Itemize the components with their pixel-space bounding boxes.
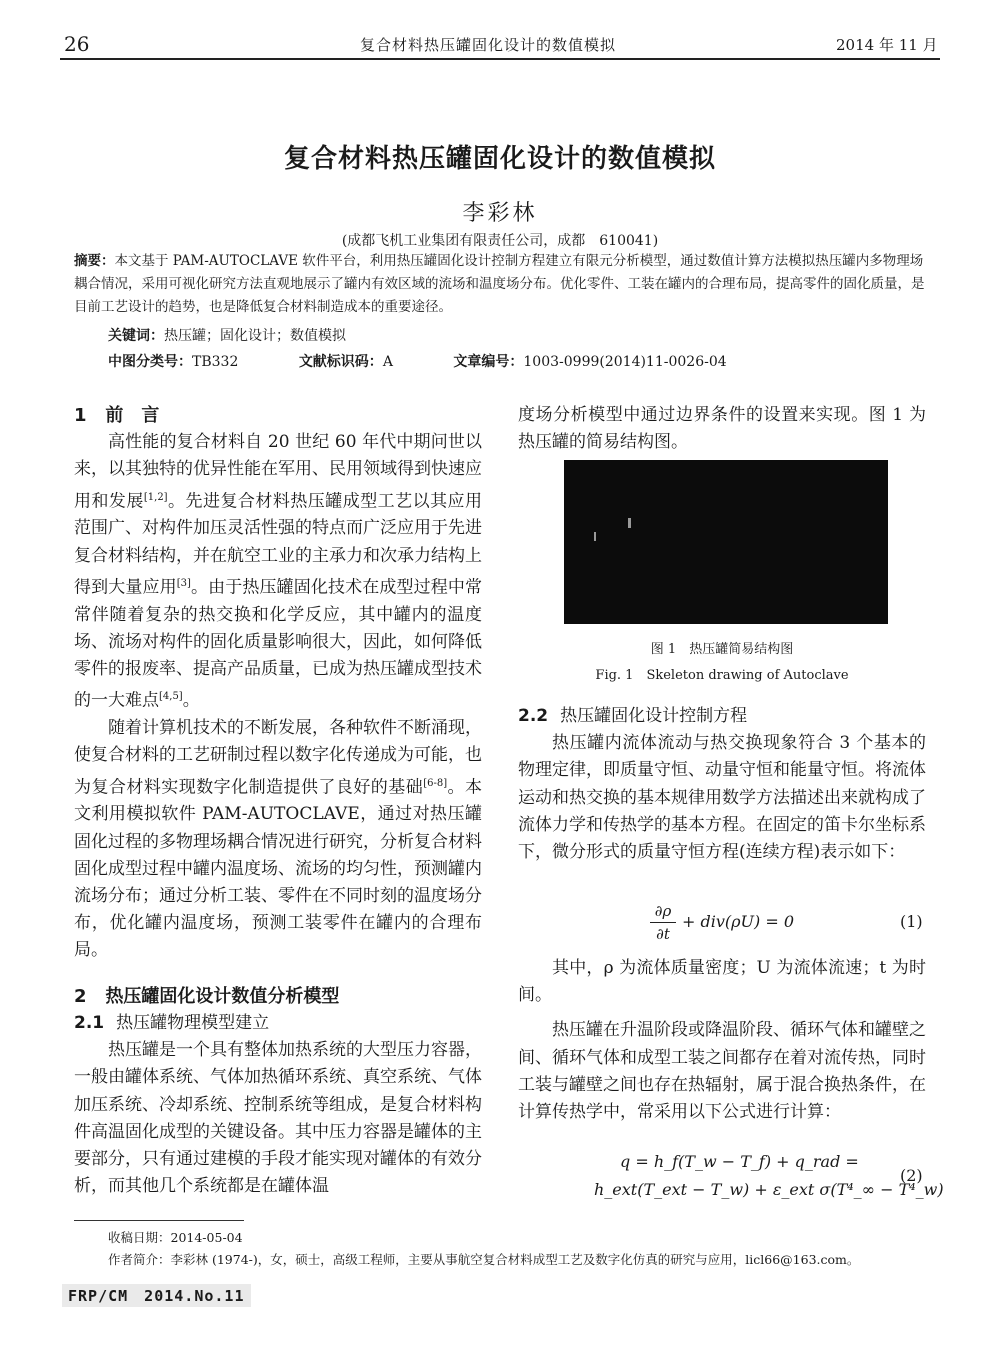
eq1-denominator: ∂t: [656, 925, 670, 943]
right-column-after-eq1: [518, 955, 926, 1126]
article-no-label: 文章编号：: [453, 354, 524, 370]
figure-mark: [628, 518, 631, 528]
doc-code-label: 文献标识码：: [298, 354, 383, 370]
doc-code-value: A: [382, 354, 393, 370]
figure-caption-cn: 图 1 热压罐简易结构图: [650, 642, 794, 657]
issue-date: 2014 年 11 月: [836, 36, 938, 54]
section-1-number: 1: [74, 405, 87, 426]
keywords: [108, 325, 346, 345]
equation-1-number: (1): [900, 912, 923, 931]
section-2-2-heading: [518, 703, 926, 730]
keywords-label: 关键词：: [108, 328, 164, 344]
citation: [6-8]: [423, 777, 448, 789]
affiliation: (成都飞机工业集团有限责任公司，成都 610041): [341, 233, 659, 249]
citation: [4,5]: [159, 691, 183, 703]
clc-value: TB332: [192, 354, 239, 370]
footnote-rule: [74, 1220, 244, 1221]
figure-caption-en: Fig. 1 Skeleton drawing of Autoclave: [595, 668, 849, 683]
left-column: [74, 402, 482, 1200]
abstract-text: 本文基于 PAM-AUTOCLAVE 软件平台，利用热压罐固化设计控制方程建立有限元分析模型，通过数值计算方法模拟热压罐内多物理场耦合情况，采用可视化研究方法直观地展示了罐内有效区域的流场和温度场分布。优化零件、工装在罐内的合理布局，提高零件的固化质量，是目前工艺设计的趋势，也是降低复合材料制造成本的重要途径。: [74, 253, 925, 315]
section-1-paragraph-1: [74, 429, 482, 715]
page-number: 26: [64, 32, 90, 56]
s1-p1-text-b: 。先进复合材料热压罐成型工艺以其应用范围广、对构件加压灵活性强的特点而广泛应用于先进复合材料结构，并在航空工业的主承力和次承力结构上得到大量应用: [74, 491, 483, 598]
section-2-1-continued: 度场分析模型中通过边界条件的设置来实现。图 1 为热压罐的简易结构图。: [518, 405, 926, 453]
equation-2-line-1: q = h_f(T_w − T_f) + q_rad =: [620, 1152, 859, 1171]
section-1-title: 前 言: [105, 405, 160, 426]
section-2-2-number: 2.2: [518, 706, 549, 726]
right-column-top: [518, 402, 926, 456]
s1-p2-text-a: 随着计算机技术的不断发展，各种软件不断涌现，使复合材料的工艺研制过程以数字化传递成为可能，也为复合材料实现数字化制造提供了良好的基础: [74, 718, 482, 798]
eq1-numerator: ∂ρ: [654, 902, 672, 920]
section-2-title: 热压罐固化设计数值分析模型: [105, 985, 340, 1007]
autoclave-figure: [564, 460, 888, 624]
keywords-text: 热压罐；固化设计；数值模拟: [164, 328, 346, 344]
running-title: 复合材料热压罐固化设计的数值模拟: [360, 36, 617, 54]
section-2-1-title: 热压罐物理模型建立: [116, 1012, 270, 1033]
section-2-2-paragraph-2: 其中，ρ 为流体质量密度；U 为流体流速；t 为时间。: [518, 958, 926, 1006]
paper-title: 复合材料热压罐固化设计的数值模拟: [283, 144, 716, 174]
author: 李彩林: [462, 201, 538, 226]
section-2-2-title: 热压罐固化设计控制方程: [560, 706, 748, 726]
section-2-2-paragraph-1: 热压罐内流体流动与热交换现象符合 3 个基本的物理定律，即质量守恒、动量守恒和能量守恒。将流体运动和热交换的基本规律用数学方法描述出来就构成了流体力学和传热学的基本方程。在固定的笛卡尔坐标系下，微分形式的质量守恒方程(连续方程)表示如下：: [518, 733, 926, 863]
figure-mark: [594, 532, 596, 541]
section-2-1-heading: [74, 1010, 482, 1037]
citation: [3]: [176, 577, 191, 589]
section-2-heading: [74, 983, 482, 1010]
journal-tag: FRP/CM 2014.No.11: [62, 1284, 251, 1307]
section-1-paragraph-2: [74, 715, 482, 964]
received-date: 收稿日期：2014-05-04: [108, 1230, 243, 1245]
citation: [1,2]: [143, 491, 168, 503]
article-no-value: 1003-0999(2014)11-0026-04: [523, 354, 727, 370]
equation-1-fraction: [650, 902, 676, 943]
section-2-1-paragraph: 热压罐是一个具有整体加热系统的大型压力容器，一般由罐体系统、气体加热循环系统、真空系统、气体加压系统、冷却系统、控制系统等组成，是复合材料构件高温固化成型的关键设备。其中压力容器是罐体的主要部分，只有通过建模的手段才能实现对罐体的有效分析，而其他几个系统都是在罐体温: [74, 1040, 482, 1197]
s1-p1-text-c: 。由于热压罐固化技术在成型过程中常常伴随着复杂的热交换和化学反应，其中罐内的温度场、流场对构件的固化质量影响很大，因此，如何降低零件的报废率、提高产品质量，已成为热压罐成型技术的一大难点: [74, 577, 483, 711]
right-column-bottom: [518, 703, 926, 866]
equation-2-line-2: h_ext(T_ext − T_w) + ε_ext σ(T⁴_∞ − T⁴_w): [594, 1180, 944, 1199]
clc-label: 中图分类号：: [108, 354, 192, 370]
s1-p1-text-a: 高性能的复合材料自 20 世纪 60 年代中期问世以来，以其独特的优异性能在军用、民用领域得到快速应用和发展: [74, 432, 482, 512]
abstract: [74, 250, 934, 319]
s1-p1-text-d: 。: [182, 691, 200, 711]
section-2-1-number: 2.1: [74, 1012, 105, 1033]
abstract-label: 摘要：: [74, 253, 115, 269]
equation-2-number: (2): [900, 1166, 923, 1185]
header-rule: [60, 58, 940, 60]
section-2-number: 2: [74, 985, 87, 1007]
section-1-heading: [74, 402, 482, 429]
author-bio: 作者简介：李彩林 (1974-)，女，硕士，高级工程师，主要从事航空复合材料成型工艺及数字化仿真的研究与应用，licl66@163.com。: [108, 1252, 860, 1267]
section-2-2-paragraph-3: 热压罐在升温阶段或降温阶段、循环气体和罐壁之间、循环气体和成型工装之间都存在着对流传热，同时工装与罐壁之间也存在热辐射，属于混合换热条件，在计算传热学中，常采用以下公式进行计算：: [518, 1020, 926, 1123]
equation-1: + div(ρU) = 0: [682, 912, 795, 931]
classification-meta: [108, 351, 808, 371]
s1-p2-text-b: 。本文利用模拟软件 PAM-AUTOCLAVE，通过对热压罐固化过程的多物理场耦合情况进行研究，分析复合材料固化成型过程中罐内温度场、流场的均匀性，预测罐内流场分布；通过分析工装、零件在不同时刻的温度场分布，优化罐内温度场，预测工装零件在罐内的合理布局。: [74, 777, 483, 961]
